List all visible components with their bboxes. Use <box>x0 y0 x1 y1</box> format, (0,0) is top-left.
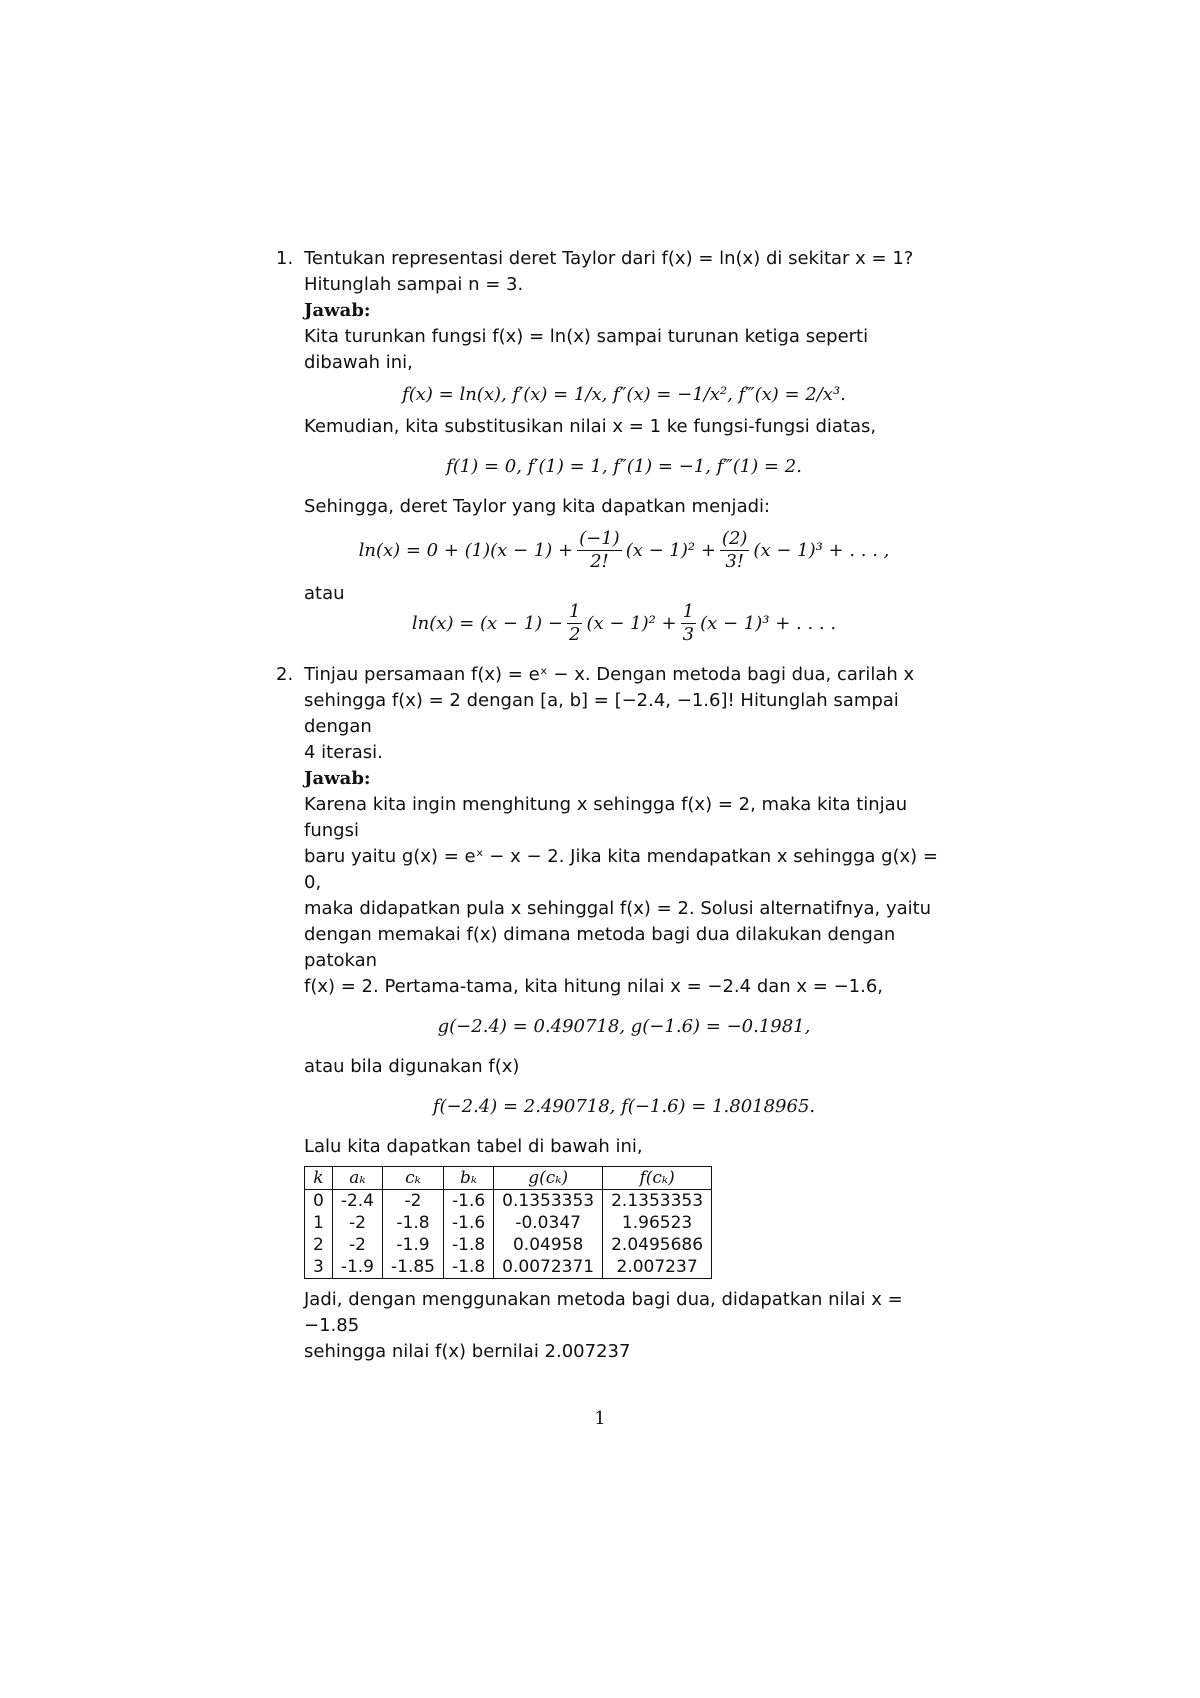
table-cell: 2.1353353 <box>603 1190 712 1213</box>
equation-g-values: g(−2.4) = 0.490718, g(−1.6) = −0.1981, <box>437 1016 811 1037</box>
equation-taylor-series-simplified <box>304 601 944 646</box>
equation-taylor-series <box>304 528 944 573</box>
table-cell: 0.0072371 <box>494 1256 603 1279</box>
bisection-table <box>304 1166 712 1279</box>
question-text: Hitunglah sampai n = 3. <box>304 274 524 295</box>
table-cell: -2 <box>383 1190 444 1213</box>
question-text: 4 iterasi. <box>304 742 383 763</box>
table-header-row <box>305 1167 712 1190</box>
column-header: g(cₖ) <box>494 1167 603 1190</box>
answer-paragraph: Lalu kita dapatkan tabel di bawah ini, <box>304 1136 643 1157</box>
question-text: Tinjau persamaan f(x) = eˣ − x. Dengan metoda bagi dua, carilah x <box>304 664 915 685</box>
table-cell: 2 <box>305 1234 333 1256</box>
table-cell: -1.8 <box>444 1234 494 1256</box>
table-cell: -1.9 <box>383 1234 444 1256</box>
table-cell: 2.007237 <box>603 1256 712 1279</box>
table-cell: -0.0347 <box>494 1212 603 1234</box>
answer-label: Jawab: <box>304 300 371 321</box>
table-cell: -1.9 <box>332 1256 382 1279</box>
numerator: (2) <box>721 528 748 549</box>
equation-part: (x − 1)² + <box>586 612 677 634</box>
numerator: 1 <box>682 601 695 622</box>
fraction <box>577 528 622 573</box>
question-2 <box>276 662 944 1365</box>
question-number: 1. <box>276 248 294 269</box>
conclusion: Jadi, dengan menggunakan metoda bagi dua, didapatkan nilai x = −1.85 <box>304 1289 903 1336</box>
document-body <box>276 246 944 1365</box>
page-number: 1 <box>594 1408 606 1429</box>
denominator: 2! <box>590 551 609 572</box>
answer-paragraph: Karena kita ingin menghitung x sehingga f(x) = 2, maka kita tinjau fungsi <box>304 794 908 841</box>
equation-part: ln(x) = (x − 1) − <box>411 612 563 634</box>
denominator: 2 <box>568 624 581 645</box>
table-cell: -2 <box>332 1212 382 1234</box>
equation-f-values: f(−2.4) = 2.490718, f(−1.6) = 1.8018965. <box>432 1096 816 1117</box>
table-cell: -1.8 <box>383 1212 444 1234</box>
table-cell: -1.6 <box>444 1212 494 1234</box>
answer-paragraph: Kemudian, kita substitusikan nilai x = 1 ke fungsi-fungsi diatas, <box>304 416 877 437</box>
column-header: bₖ <box>444 1167 494 1190</box>
table-cell: 1.96523 <box>603 1212 712 1234</box>
fraction <box>681 601 696 646</box>
table-row <box>305 1212 712 1234</box>
answer-paragraph: Kita turunkan fungsi f(x) = ln(x) sampai turunan ketiga seperti dibawah ini, <box>304 326 869 373</box>
table-cell: 2.0495686 <box>603 1234 712 1256</box>
table-cell: -1.85 <box>383 1256 444 1279</box>
column-header: aₖ <box>332 1167 382 1190</box>
table-cell: -1.6 <box>444 1190 494 1213</box>
column-header: k <box>305 1167 333 1190</box>
equation-part: (x − 1)³ + . . . , <box>753 539 890 561</box>
question-1 <box>276 246 944 646</box>
table-cell: 0 <box>305 1190 333 1213</box>
fraction <box>720 528 750 573</box>
answer-paragraph: baru yaitu g(x) = eˣ − x − 2. Jika kita mendapatkan x sehingga g(x) = 0, <box>304 846 938 893</box>
table-cell: 3 <box>305 1256 333 1279</box>
table-cell: -1.8 <box>444 1256 494 1279</box>
equation-derivatives: f(x) = ln(x), f′(x) = 1/x, f″(x) = −1/x², f‴(x) = 2/x³. <box>402 384 846 405</box>
denominator: 3! <box>725 551 745 572</box>
answer-label: Jawab: <box>304 768 371 789</box>
table-row <box>305 1256 712 1279</box>
fraction <box>567 601 582 646</box>
answer-paragraph: f(x) = 2. Pertama-tama, kita hitung nilai x = −2.4 dan x = −1.6, <box>304 976 884 997</box>
question-text: sehingga f(x) = 2 dengan [a, b] = [−2.4, −1.6]! Hitunglah sampai dengan <box>304 690 899 737</box>
table-row <box>305 1190 712 1213</box>
answer-paragraph: atau <box>304 583 345 604</box>
column-header: cₖ <box>383 1167 444 1190</box>
answer-paragraph: maka didapatkan pula x sehinggal f(x) = 2. Solusi alternatifnya, yaitu <box>304 898 932 919</box>
answer-paragraph: dengan memakai f(x) dimana metoda bagi dua dilakukan dengan patokan <box>304 924 896 971</box>
table-cell: 0.1353353 <box>494 1190 603 1213</box>
question-text: Tentukan representasi deret Taylor dari f(x) = ln(x) di sekitar x = 1? <box>304 248 914 269</box>
column-header: f(cₖ) <box>603 1167 712 1190</box>
equation-part: (x − 1)³ + . . . . <box>700 612 837 634</box>
equation-part: ln(x) = 0 + (1)(x − 1) + <box>358 539 574 561</box>
numerator: 1 <box>568 601 581 622</box>
equation-part: (x − 1)² + <box>625 539 716 561</box>
table-row <box>305 1234 712 1256</box>
table-cell: 1 <box>305 1212 333 1234</box>
conclusion: sehingga nilai f(x) bernilai 2.007237 <box>304 1341 631 1362</box>
table-cell: -2.4 <box>332 1190 382 1213</box>
answer-paragraph: atau bila digunakan f(x) <box>304 1056 520 1077</box>
table-cell: -2 <box>332 1234 382 1256</box>
numerator: (−1) <box>579 528 620 549</box>
denominator: 3 <box>682 624 695 645</box>
equation-values: f(1) = 0, f′(1) = 1, f″(1) = −1, f‴(1) = 2. <box>446 456 802 477</box>
answer-paragraph: Sehingga, deret Taylor yang kita dapatkan menjadi: <box>304 496 771 517</box>
question-number: 2. <box>276 664 294 685</box>
table-cell: 0.04958 <box>494 1234 603 1256</box>
